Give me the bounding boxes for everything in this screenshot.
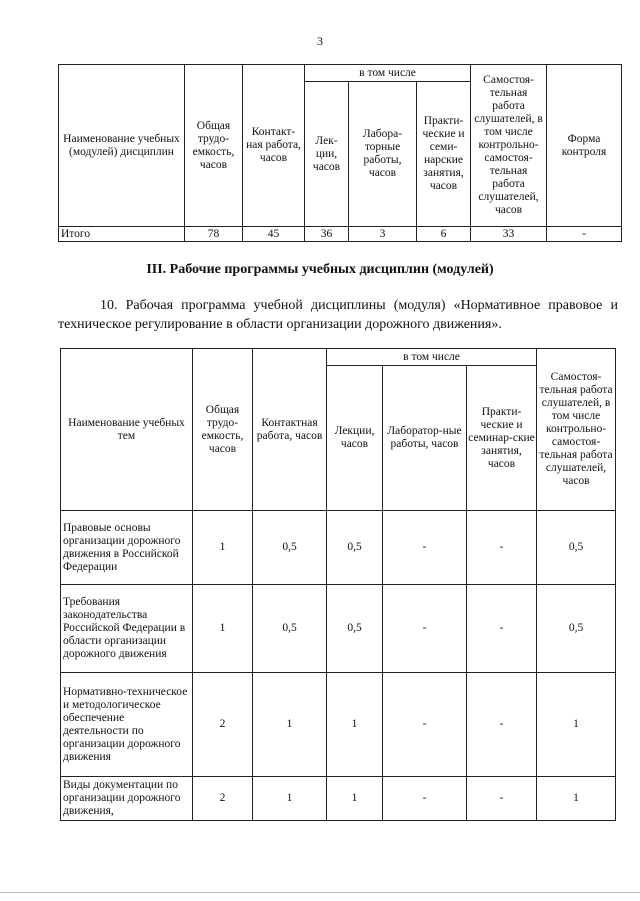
table-row [61, 777, 616, 821]
topic-labs: - [383, 673, 467, 777]
topic-selfwork: 0,5 [537, 511, 616, 585]
topic-total: 2 [193, 777, 253, 821]
t2-header-total: Общая трудо-емкость, часов [193, 349, 253, 511]
t2-header-lectures: Лекции, часов [327, 366, 383, 511]
scan-edge-line [0, 892, 640, 893]
t2-header-name: Наименование учебных тем [61, 349, 193, 511]
topic-selfwork: 1 [537, 777, 616, 821]
t1-header-contact: Контакт-ная работа, часов [243, 65, 305, 227]
page-number: 3 [317, 34, 323, 48]
topics-table [60, 348, 616, 821]
t1-total-practice: 6 [417, 227, 471, 242]
t1-total-label: Итого [59, 227, 185, 242]
t1-total-labs: 3 [349, 227, 417, 242]
t1-header-including: в том числе [305, 65, 471, 82]
t2-header-selfwork: Самостоя-тельная работа слушателей, в том числе контрольно-самостоя-тельная работа слушателей, часов [537, 349, 616, 511]
topic-name: Нормативно-техническое и методологическое обеспечение деятельности по организации дорожного движения [61, 673, 193, 777]
t1-header-labs: Лабора-торные работы, часов [349, 82, 417, 227]
t1-total-row [59, 227, 622, 242]
t2-header-including: в том числе [327, 349, 537, 366]
t1-total-total: 78 [185, 227, 243, 242]
topic-lectures: 1 [327, 673, 383, 777]
topic-name: Правовые основы организации дорожного движения в Российской Федерации [61, 511, 193, 585]
topic-lectures: 0,5 [327, 511, 383, 585]
topic-total: 2 [193, 673, 253, 777]
t1-total-lectures: 36 [305, 227, 349, 242]
topic-practice: - [467, 777, 537, 821]
t1-header-practice: Практи-ческие и семи-нарские занятия, часов [417, 82, 471, 227]
topic-labs: - [383, 511, 467, 585]
t1-total-selfwork: 33 [471, 227, 547, 242]
table-row [61, 585, 616, 673]
t1-header-control: Форма контроля [547, 65, 622, 227]
table-row [61, 673, 616, 777]
topic-practice: - [467, 673, 537, 777]
topic-practice: - [467, 585, 537, 673]
topic-contact: 0,5 [253, 511, 327, 585]
t1-header-name: Наименование учебных (модулей) дисциплин [59, 65, 185, 227]
topic-total: 1 [193, 511, 253, 585]
t1-total-contact: 45 [243, 227, 305, 242]
topic-contact: 1 [253, 673, 327, 777]
topic-name: Виды документации по организации дорожного движения, [61, 777, 193, 821]
t2-header-practice: Практи-ческие и семинар-ские занятия, часов [467, 366, 537, 511]
program-paragraph: 10. Рабочая программа учебной дисциплины (модуля) «Нормативное правовое и техническое регулирование в области организации дорожного движения». [58, 298, 618, 332]
topic-contact: 0,5 [253, 585, 327, 673]
table-row [61, 511, 616, 585]
topic-selfwork: 1 [537, 673, 616, 777]
topic-labs: - [383, 585, 467, 673]
topic-practice: - [467, 511, 537, 585]
t1-header-selfwork: Самостоя-тельная работа слушателей, в том числе контрольно-самостоя-тельная работа слушателей, часов [471, 65, 547, 227]
section-heading: III. Рабочие программы учебных дисциплин (модулей) [146, 262, 494, 277]
topic-lectures: 0,5 [327, 585, 383, 673]
topic-contact: 1 [253, 777, 327, 821]
topic-selfwork: 0,5 [537, 585, 616, 673]
topic-total: 1 [193, 585, 253, 673]
summary-table [58, 64, 622, 242]
topic-labs: - [383, 777, 467, 821]
t1-header-total: Общая трудо-емкость, часов [185, 65, 243, 227]
topic-name: Требования законодательства Российской Федерации в области организации дорожного движения [61, 585, 193, 673]
topic-lectures: 1 [327, 777, 383, 821]
t2-header-contact: Контактная работа, часов [253, 349, 327, 511]
t1-header-lectures: Лек-ции, часов [305, 82, 349, 227]
t2-header-labs: Лаборатор-ные работы, часов [383, 366, 467, 511]
t1-total-control: - [547, 227, 622, 242]
